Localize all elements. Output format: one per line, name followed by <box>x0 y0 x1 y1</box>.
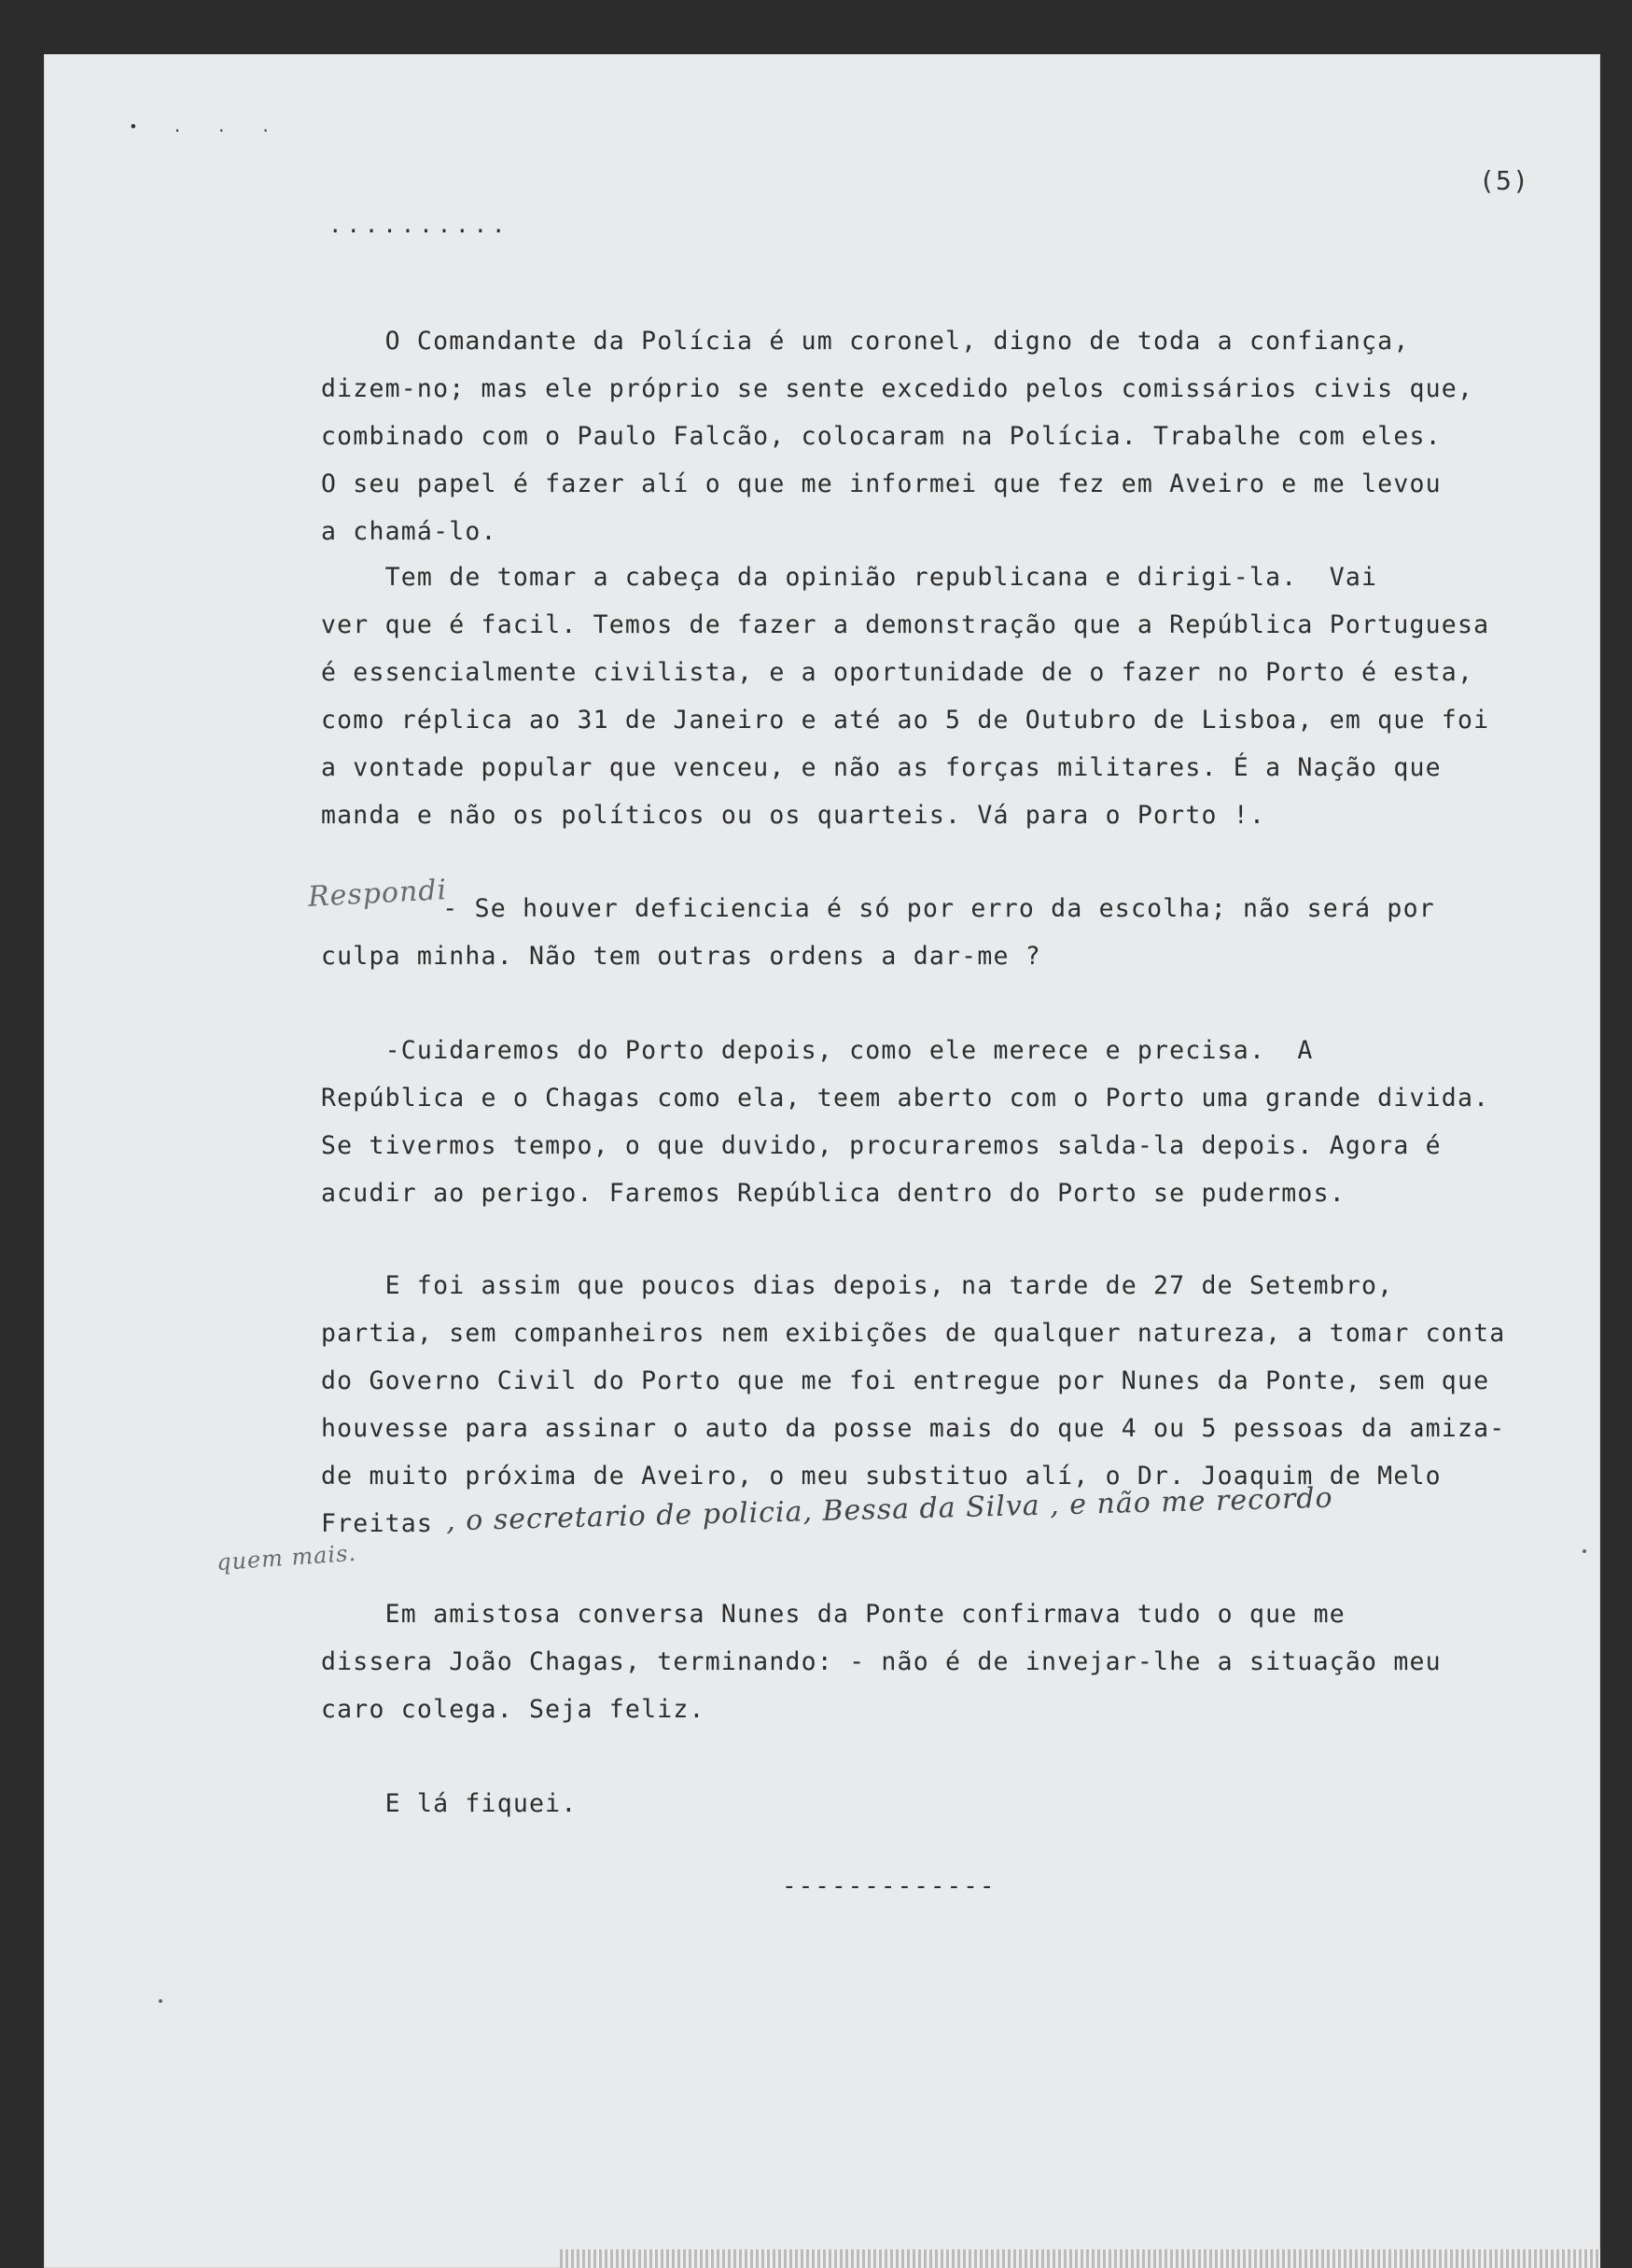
corner-marks: • . . . <box>129 118 284 135</box>
paragraph-line: é essencialmente civilista, e a oportunidade de o fazer no Porto é esta, <box>321 658 1474 687</box>
paragraph-line: Tem de tomar a cabeça da opinião republicana e dirigi-la. Vai <box>321 563 1378 592</box>
paragraph-line: dissera João Chagas, terminando: - não é de invejar-lhe a situação meu <box>321 1647 1442 1676</box>
paragraph-line: E lá fiquei. <box>321 1789 578 1818</box>
closing-rule: ------------- <box>782 1872 997 1900</box>
paragraph-line: Se tivermos tempo, o que duvido, procuraremos salda-la depois. Agora é <box>321 1131 1442 1160</box>
handwritten-addition: , o secretario de policia, Bessa da Silva , e não me recordo <box>445 1481 1334 1538</box>
paragraph-6 <box>321 1590 1571 1733</box>
paragraph-line: a vontade popular que venceu, e não as forças militares. É a Nação que <box>321 753 1442 782</box>
paragraph-line: -Cuidaremos do Porto depois, como ele merece e precisa. A <box>321 1036 1314 1065</box>
paragraph-line: acudir ao perigo. Faremos República dentro do Porto se pudermos. <box>321 1179 1346 1208</box>
paper-speck <box>159 1999 162 2003</box>
paragraph-line: E foi assim que poucos dias depois, na tarde de 27 de Setembro, <box>321 1271 1394 1300</box>
paragraph-line: do Governo Civil do Porto que me foi entregue por Nunes da Ponte, sem que <box>321 1366 1490 1395</box>
page-number: (5) <box>1479 165 1530 196</box>
paragraph-line: Freitas <box>321 1509 434 1538</box>
lead-dots: .......... <box>328 212 510 238</box>
paragraph-line: como réplica ao 31 de Janeiro e até ao 5 de Outubro de Lisboa, em que foi <box>321 706 1490 735</box>
paragraph-line: manda e não os políticos ou os quarteis. Vá para o Porto !. <box>321 801 1266 830</box>
paragraph-line: - Se houver deficiencia é só por erro da escolha; não será por <box>411 894 1435 923</box>
handwritten-note-respondi: Respondi <box>307 874 448 914</box>
handwritten-note-quem-mais: quem mais. <box>216 1539 357 1576</box>
paragraph-line: caro colega. Seja feliz. <box>321 1695 705 1724</box>
paragraph-line: houvesse para assinar o auto da posse mais do que 4 ou 5 pessoas da amiza- <box>321 1414 1506 1443</box>
paragraph-3-cont <box>321 932 1571 980</box>
paragraph-3 <box>411 885 1632 932</box>
paragraph-line: partia, sem companheiros nem exibições de qualquer natureza, a tomar conta <box>321 1319 1506 1348</box>
paragraph-line: combinado com o Paulo Falcão, colocaram na Polícia. Trabalhe com eles. <box>321 422 1442 451</box>
paragraph-1 <box>321 317 1571 555</box>
paragraph-line: a chamá-lo. <box>321 517 497 546</box>
paragraph-line: O seu papel é fazer alí o que me informei que fez em Aveiro e me levou <box>321 469 1442 498</box>
paragraph-7 <box>321 1780 1571 1827</box>
paragraph-4 <box>321 1027 1571 1217</box>
paragraph-line: dizem-no; mas ele próprio se sente excedido pelos comissários civis que, <box>321 374 1474 403</box>
paragraph-line: República e o Chagas como ela, teem aberto com o Porto uma grande divida. <box>321 1084 1490 1113</box>
scan-edge-ruler <box>560 2249 1600 2268</box>
paragraph-line: de muito próxima de Aveiro, o meu substituo alí, o Dr. Joaquim de Melo <box>321 1462 1442 1491</box>
paragraph-line: culpa minha. Não tem outras ordens a dar-me ? <box>321 942 1041 971</box>
paper-speck <box>1583 1549 1586 1553</box>
paragraph-line: ver que é facil. Temos de fazer a demonstração que a República Portuguesa <box>321 610 1490 639</box>
paragraph-line: Em amistosa conversa Nunes da Ponte confirmava tudo o que me <box>321 1600 1346 1629</box>
paragraph-2 <box>321 553 1571 839</box>
paragraph-line: O Comandante da Polícia é um coronel, digno de toda a confiança, <box>321 327 1410 356</box>
